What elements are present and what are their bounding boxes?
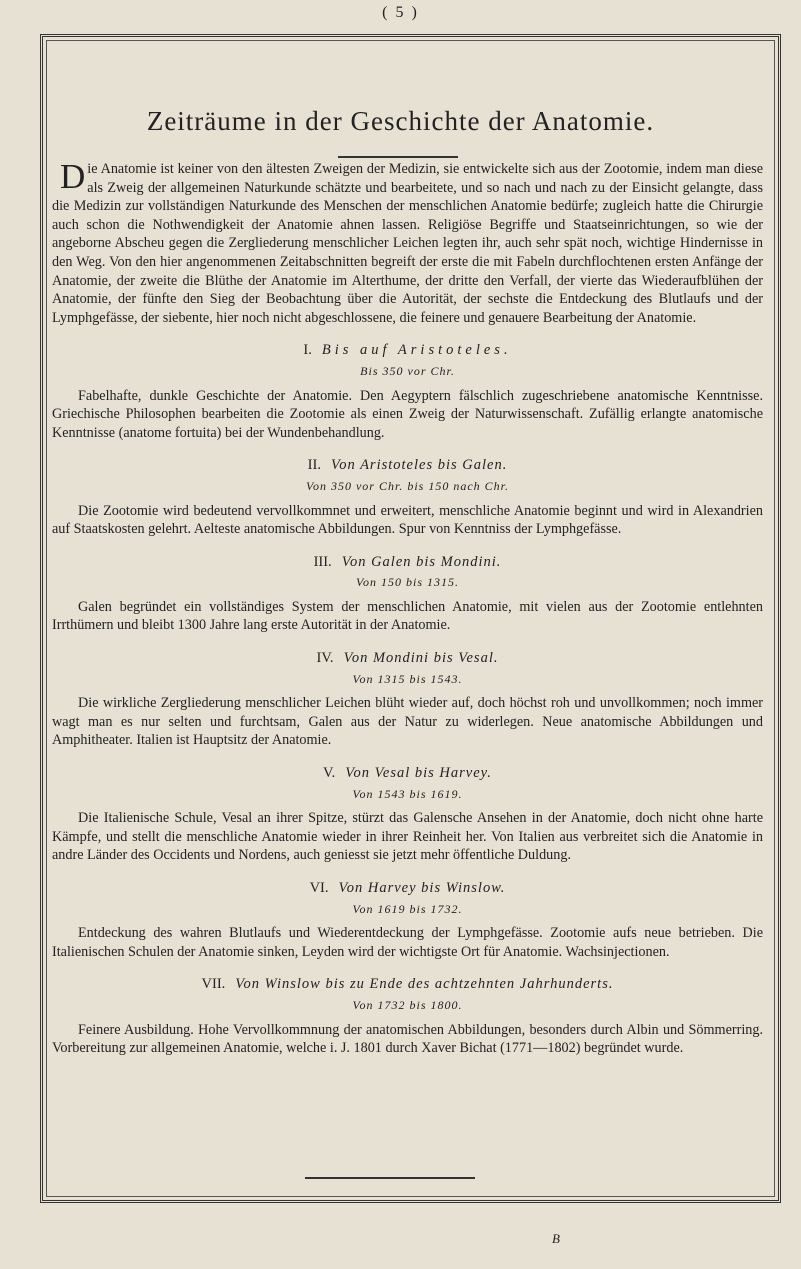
section-dates: Von 350 vor Chr. bis 150 nach Chr. <box>305 478 509 493</box>
section-heading: Von Winslow bis zu Ende des achtzehnten Jahrhunderts. <box>235 976 614 993</box>
section-dates: Von 1619 bis 1732. <box>352 901 463 916</box>
section-dates: Von 1543 bis 1619. <box>352 786 463 801</box>
section-5 <box>52 764 763 865</box>
section-body: Galen begründet ein vollständiges System der menschlichen Anatomie, mit vielen aus der Zootomie entlehnten Irrthümern und bleibt 1300 Jahre lang erste Autorität in der Anatomie. <box>52 598 763 634</box>
section-7 <box>52 975 763 1057</box>
section-numeral: V. <box>323 765 336 782</box>
section-3 <box>52 553 763 635</box>
dropcap: D <box>60 157 86 196</box>
title-rule <box>338 156 458 158</box>
section-body: Fabelhafte, dunkle Geschichte der Anatomie. Den Aegyptern fälschlich zugeschriebene anatomische Kenntnisse. Griechische Philosophen bearbeiten die Zootomie als einen Zweig der Naturwissenschaft. Zufällig erlangte anatomische Kenntnisse (anatome fortuita) bei der Wundenbehandlung. <box>52 387 763 441</box>
section-2 <box>52 456 763 538</box>
section-numeral: VII. <box>201 976 226 993</box>
section-heading: Von Vesal bis Harvey. <box>345 765 492 782</box>
section-dates: Von 150 bis 1315. <box>355 575 459 590</box>
intro-text: ie Anatomie ist keiner von den ältesten Zweigen der Medizin, sie entwickelte sich aus der Zootomie, indem man diese als Zweig der allgemeinen Naturkunde schätzte und bearbeitete, und so nach und nach zu der Einsicht gelangte, dass die Medizin zur vollständigen Naturkunde des Menschen der menschlichen Anatomie bedürfe; zugleich hatte die Chirurgie auch schon die Nothwendigkeit der Anatomie ahnen lassen. Religiöse Begriffe und Staatseinrichtungen, so wie der angeborne Abscheu gegen die Zergliederung menschlicher Leichen legten ihr, auch sehr spät noch, wichtige Hindernisse in den Weg. Von den hier angenommenen Zeitabschnitten begreift der erste die mit Fabeln durchflochtenen ersten Anfänge der Anatomie, der zweite die Blüthe der Anatomie im Alterthume, der dritte den Verfall, der vierte das Wiederaufblühen der Anatomie, der fünfte den Sieg der Beobachtung über die Autorität, der sechste die Entdeckung des Blutlaufs und der Lymphgefässe, der siebente, hier noch nicht abgeschlossene, die feinere und genauere Bearbeitung der Anatomie. <box>52 161 763 326</box>
section-heading: Von Harvey bis Winslow. <box>338 880 506 896</box>
section-heading: Bis auf Aristoteles. <box>321 342 512 359</box>
section-heading: Von Mondini bis Vesal. <box>343 650 499 667</box>
section-numeral: VI. <box>309 880 329 896</box>
intro-paragraph <box>52 157 763 327</box>
main-content <box>52 157 763 1058</box>
section-body: Feinere Ausbildung. Hohe Vervollkommnung der anatomischen Abbildungen, besonders durch Albin und Sömmerring. Vorbereitung zur allgemeinen Anatomie, welche i. J. 1801 durch Xaver Bichat (1771—1802) begründet wurde. <box>52 1021 763 1057</box>
section-6 <box>52 879 763 961</box>
section-heading: Von Aristoteles bis Galen. <box>330 457 508 474</box>
section-dates: Von 1315 bis 1543. <box>352 671 463 686</box>
section-numeral: II. <box>307 457 321 474</box>
section-1 <box>52 341 763 442</box>
section-numeral: III. <box>313 553 332 570</box>
section-numeral: IV. <box>316 650 334 667</box>
page-number: ( 5 ) <box>382 4 419 21</box>
bottom-rule <box>305 1177 475 1179</box>
signature-mark: B <box>552 1231 560 1246</box>
section-body: Die Zootomie wird bedeutend vervollkommnet und erweitert, menschliche Anatomie beginnt und wird in Alexandrien auf Staatskosten gelehrt. Aelteste anatomische Abbildungen. Spur von Kenntniss der Lymphgefässe. <box>52 502 763 538</box>
section-body: Die Italienische Schule, Vesal an ihrer Spitze, stürzt das Galensche Ansehen in der Anatomie, doch nicht ohne harte Kämpfe, und stellt die menschliche Anatomie wieder in ihrer Reinheit her. Von Italien aus verbreitet sich die Anatomie in andre Länder des Occidents und Nordens, auch geniesst sie jetzt mehr öffentliche Duldung. <box>52 810 763 864</box>
page-title: Zeiträume in der Geschichte der Anatomie. <box>146 106 655 136</box>
section-dates: Von 1732 bis 1800. <box>352 997 463 1012</box>
section-heading: Von Galen bis Mondini. <box>341 553 502 570</box>
section-4 <box>52 649 763 750</box>
section-dates: Bis 350 vor Chr. <box>360 363 455 378</box>
section-numeral: I. <box>303 342 312 359</box>
section-body: Entdeckung des wahren Blutlaufs und Wiederentdeckung der Lymphgefässe. Zootomie aufs neue betrieben. Die Italienischen Schulen der Anatomie sinken, Leyden wird der wichtigste Ort für Anatomie. Wachsinjectionen. <box>52 925 763 960</box>
section-body: Die wirkliche Zergliederung menschlicher Leichen blüht wieder auf, doch höchst roh und unvollkommen; noch immer wagt man es nur selten und furchtsam, Galen aus der Natur zu widerlegen. Neue anatomische Abbildungen und Amphitheater. Italien ist Hauptsitz der Anatomie. <box>52 695 763 749</box>
